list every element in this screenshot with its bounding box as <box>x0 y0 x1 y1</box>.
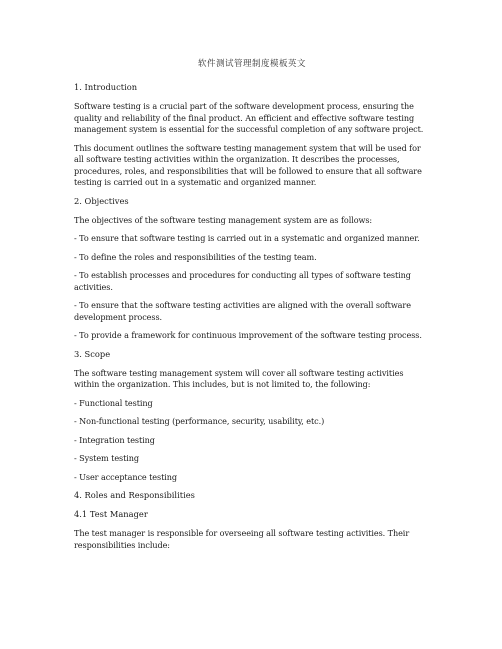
scope-item: - User acceptance testing <box>74 471 177 482</box>
objectives-item: - To define the roles and responsibilities of the testing team. <box>74 251 317 262</box>
scope-item: - Non-functional testing (performance, security, usability, etc.) <box>74 416 325 426</box>
objectives-intro: The objectives of the software testing management system are as follows: <box>74 214 373 225</box>
objectives-item: - To establish processes and procedures for conducting all types of software testing activities. <box>74 270 411 292</box>
document-body <box>74 57 430 558</box>
scope-item: - System testing <box>74 453 140 463</box>
objectives-item: - To provide a framework for continuous improvement of the software testing process. <box>74 330 422 340</box>
introduction-paragraph-1: Software testing is a crucial part of the software development process, ensuring the quality and reliability of the final product. An efficient and effective software testing management system is essential for the successful completion of any software project. <box>74 101 424 134</box>
subsection-heading-test-manager: 4.1 Test Manager <box>74 509 148 519</box>
section-heading-scope: 3. Scope <box>74 348 111 359</box>
test-manager-intro: The test manager is responsible for overseeing all software testing activities. Their responsibilities include: <box>74 528 410 550</box>
objectives-item: - To ensure that software testing is carried out in a systematic and organized manner. <box>74 233 420 243</box>
scope-intro: The software testing management system will cover all software testing activities within the organization. This includes, but is not limited to, the following: <box>74 367 404 389</box>
scope-item: - Functional testing <box>74 397 153 408</box>
section-heading-roles: 4. Roles and Responsibilities <box>74 490 195 500</box>
scope-item: - Integration testing <box>74 434 155 445</box>
section-heading-objectives: 2. Objectives <box>74 195 129 206</box>
introduction-paragraph-2: This document outlines the software testing management system that will be used for all software testing activities within the organization. It describes the processes, procedures, roles, and responsibilities that will be followed to ensure that all software testing is carried out in a systematic and organized manner. <box>74 142 422 187</box>
document-title: 软件测试管理制度模板英文 <box>197 59 306 69</box>
objectives-item: - To ensure that the software testing activities are aligned with the overall software development process. <box>74 300 411 322</box>
section-heading-introduction: 1. Introduction <box>74 82 138 92</box>
